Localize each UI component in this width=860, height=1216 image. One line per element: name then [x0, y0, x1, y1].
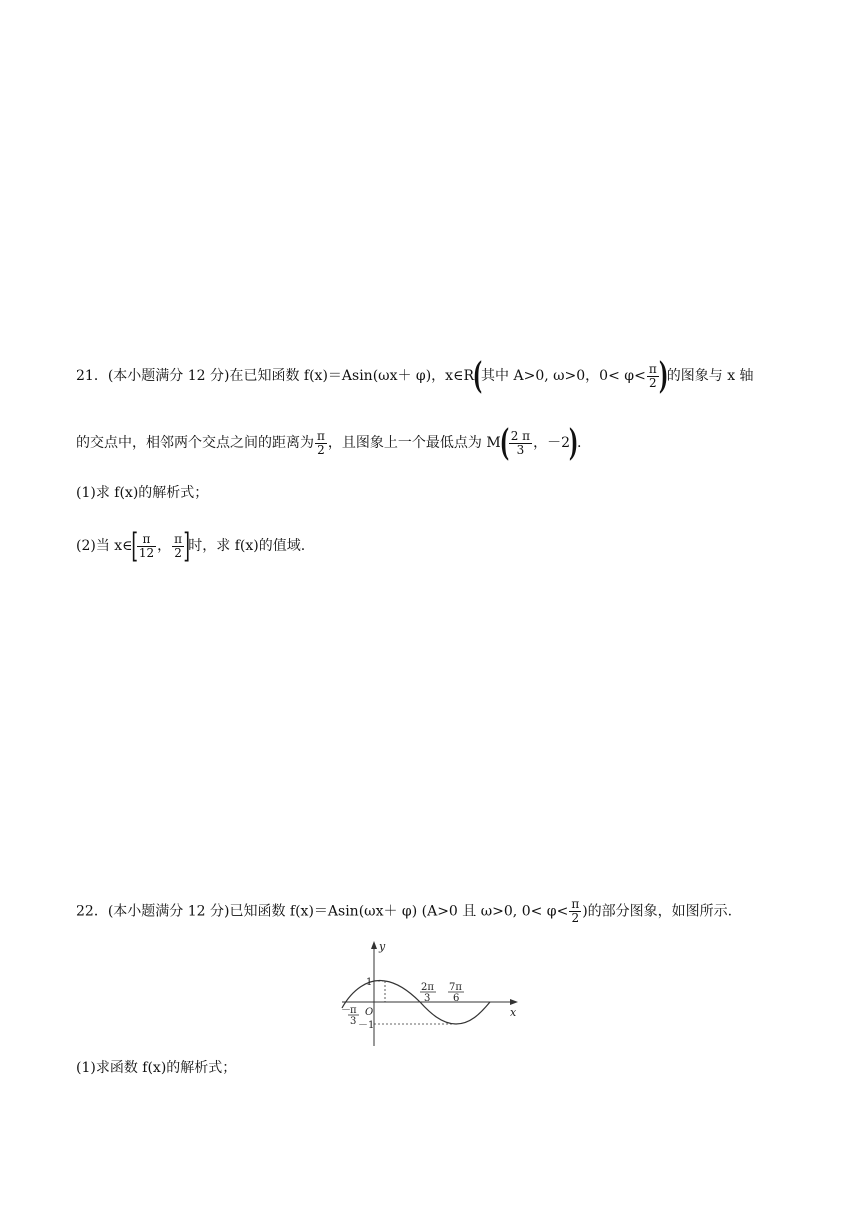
- q21-part1-text: (1)求 f(x)的解析式；: [76, 485, 209, 501]
- y-min-label: －1: [358, 1020, 375, 1031]
- fraction-pi-over-12: $\frac{\pi}{12}$: [138, 531, 155, 560]
- q21-stem: 21．(本小题满分 12 分)在已知函数 f(x)＝Asin(ωx＋ φ)，x∈R: [76, 368, 474, 384]
- neg-pi-over-3-num: π: [350, 1005, 357, 1016]
- right-paren: ): [568, 422, 579, 464]
- q22-stem: 22．(本小题满分 12 分)已知函数 f(x)＝Asin(ωx＋ φ) (A>0 且 ω>0, 0< φ<: [76, 903, 569, 920]
- fraction-pi-over-2: $\frac{\pi}{2}$: [317, 428, 325, 457]
- fraction-2pi-over-3: $\frac{2 \pi}{3}$: [510, 428, 531, 457]
- q21-part2-text-b: 时，求 f(x)的值域.: [188, 538, 306, 554]
- right-bracket: ]: [183, 526, 190, 566]
- fraction-pi-over-2: $\frac{\pi}{2}$: [648, 361, 657, 390]
- y-axis-label: y: [379, 940, 386, 953]
- right-paren: ): [658, 355, 668, 397]
- q21-line2-text: 的交点中，相邻两个交点之间的距离为: [76, 435, 314, 451]
- left-paren: (: [499, 422, 509, 464]
- left-paren: (: [472, 355, 483, 397]
- q21-line2: [76, 422, 582, 464]
- origin-label: O: [365, 1007, 374, 1018]
- sine-graph: [338, 938, 528, 1048]
- q22-stem-end: )的部分图象，如图所示.: [582, 903, 733, 920]
- q21-line2-text-b: ，且图象上一个最低点为 M: [327, 435, 501, 451]
- seven-pi-over-6-den: 6: [453, 993, 460, 1004]
- two-pi-over-3-num: 2π: [421, 982, 434, 993]
- x-axis-label: x: [510, 1006, 517, 1019]
- q21-line1: [76, 355, 754, 397]
- y-axis-arrow: [371, 941, 377, 949]
- seven-pi-over-6-num: 7π: [449, 982, 462, 993]
- q21-part2: [76, 526, 306, 566]
- comma: ，: [157, 538, 172, 554]
- q22-part1-text: (1)求函数 f(x)的解析式；: [76, 1060, 237, 1076]
- point-y-value: ，－2: [533, 435, 570, 451]
- two-pi-over-3-den: 3: [424, 993, 431, 1004]
- q21-part1: [76, 483, 208, 503]
- q21-condition: 其中 A>0, ω>0，0< φ<: [481, 368, 646, 384]
- fraction-pi-over-2: $\frac{\pi}{2}$: [174, 531, 182, 560]
- y-max-label: 1: [366, 977, 373, 988]
- q22-line1: [76, 898, 732, 925]
- x-axis-arrow: [510, 999, 518, 1005]
- q21-part2-text: (2)当 x∈: [76, 538, 133, 554]
- neg-pi-over-3-den: 3: [350, 1016, 357, 1027]
- neg-sign: －: [341, 1005, 351, 1016]
- q21-stem-end: 的图象与 x 轴: [666, 368, 754, 384]
- q22-part1: [76, 1058, 236, 1078]
- left-bracket: [: [130, 526, 138, 566]
- period: .: [577, 435, 582, 451]
- fraction-pi-over-2: $\frac{\pi}{2}$: [571, 897, 580, 925]
